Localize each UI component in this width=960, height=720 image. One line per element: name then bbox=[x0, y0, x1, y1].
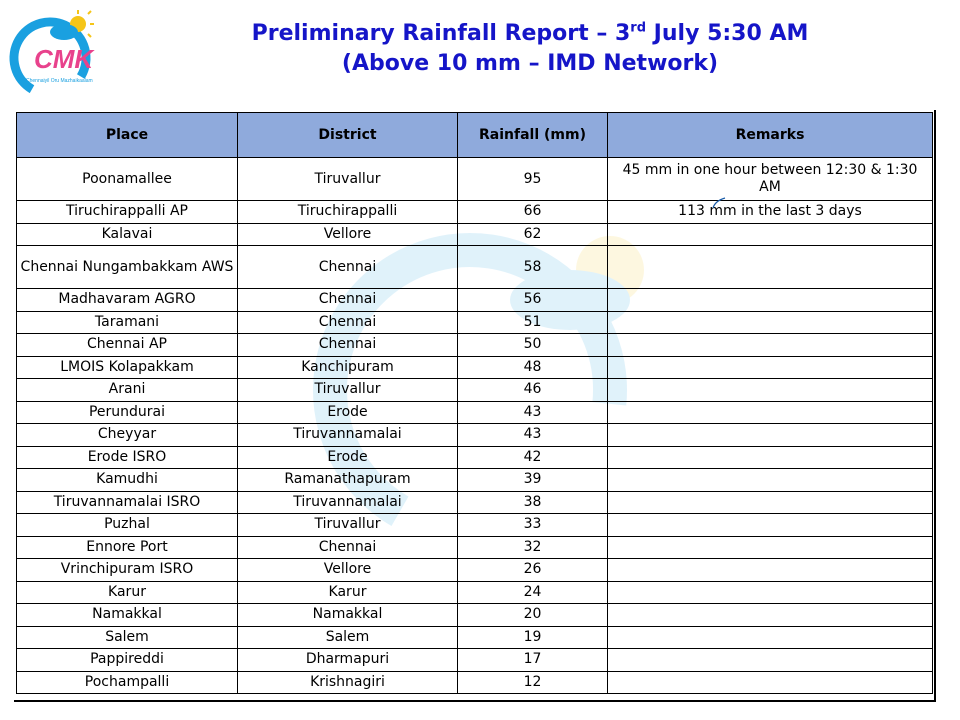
cell-rainfall: 48 bbox=[458, 356, 608, 379]
cell-district: Tiruvannamalai bbox=[238, 424, 458, 447]
logo-text: CMK bbox=[34, 44, 94, 74]
cell-remarks bbox=[608, 514, 933, 537]
cell-district: Krishnagiri bbox=[238, 671, 458, 694]
cell-place: Tiruchirappalli AP bbox=[17, 201, 238, 224]
table-row bbox=[17, 334, 933, 357]
cell-place: Poonamallee bbox=[17, 158, 238, 201]
table-row bbox=[17, 536, 933, 559]
cell-rainfall: 43 bbox=[458, 401, 608, 424]
cell-district: Chennai bbox=[238, 246, 458, 289]
cell-remarks bbox=[608, 469, 933, 492]
table-row bbox=[17, 246, 933, 289]
cell-rainfall: 20 bbox=[458, 604, 608, 627]
table-row bbox=[17, 223, 933, 246]
cell-place: Puzhal bbox=[17, 514, 238, 537]
cell-district: Tiruvallur bbox=[238, 379, 458, 402]
cell-district: Chennai bbox=[238, 289, 458, 312]
cell-place: Salem bbox=[17, 626, 238, 649]
cell-place: Pochampalli bbox=[17, 671, 238, 694]
cell-district: Chennai bbox=[238, 334, 458, 357]
cell-place: Kalavai bbox=[17, 223, 238, 246]
cell-place: Taramani bbox=[17, 311, 238, 334]
cell-rainfall: 43 bbox=[458, 424, 608, 447]
cell-place: Kamudhi bbox=[17, 469, 238, 492]
cell-place: LMOIS Kolapakkam bbox=[17, 356, 238, 379]
cell-remarks bbox=[608, 559, 933, 582]
cell-place: Chennai AP bbox=[17, 334, 238, 357]
cell-rainfall: 24 bbox=[458, 581, 608, 604]
cell-remarks bbox=[608, 379, 933, 402]
cell-district: Salem bbox=[238, 626, 458, 649]
cell-district: Dharmapuri bbox=[238, 649, 458, 672]
title-suffix: July 5:30 AM bbox=[646, 21, 809, 46]
cell-place: Arani bbox=[17, 379, 238, 402]
cell-rainfall: 12 bbox=[458, 671, 608, 694]
cell-rainfall: 38 bbox=[458, 491, 608, 514]
cell-place: Perundurai bbox=[17, 401, 238, 424]
table-row bbox=[17, 446, 933, 469]
cell-remarks bbox=[608, 424, 933, 447]
table-row bbox=[17, 581, 933, 604]
cell-remarks bbox=[608, 649, 933, 672]
cell-place: Vrinchipuram ISRO bbox=[17, 559, 238, 582]
pen-cursor-icon bbox=[712, 197, 726, 209]
table-row bbox=[17, 158, 933, 201]
cell-district: Tiruvannamalai bbox=[238, 491, 458, 514]
cell-rainfall: 66 bbox=[458, 201, 608, 224]
cell-place: Pappireddi bbox=[17, 649, 238, 672]
cell-district: Vellore bbox=[238, 223, 458, 246]
table-row bbox=[17, 649, 933, 672]
cell-place: Cheyyar bbox=[17, 424, 238, 447]
cell-place: Ennore Port bbox=[17, 536, 238, 559]
logo-caption: Chennaiyil Oru Mazhaikaalam bbox=[26, 78, 93, 84]
cell-place: Karur bbox=[17, 581, 238, 604]
cell-district: Tiruchirappalli bbox=[238, 201, 458, 224]
cell-rainfall: 33 bbox=[458, 514, 608, 537]
cell-remarks bbox=[608, 581, 933, 604]
table-row bbox=[17, 604, 933, 627]
cell-remarks bbox=[608, 334, 933, 357]
table-row bbox=[17, 424, 933, 447]
table-row bbox=[17, 379, 933, 402]
cell-remarks bbox=[608, 289, 933, 312]
report-title bbox=[150, 20, 910, 48]
cell-rainfall: 46 bbox=[458, 379, 608, 402]
cell-district: Ramanathapuram bbox=[238, 469, 458, 492]
table-row bbox=[17, 559, 933, 582]
cell-remarks bbox=[608, 401, 933, 424]
cell-place: Erode ISRO bbox=[17, 446, 238, 469]
cell-remarks bbox=[608, 356, 933, 379]
cell-remarks bbox=[608, 604, 933, 627]
cell-rainfall: 39 bbox=[458, 469, 608, 492]
table-row bbox=[17, 626, 933, 649]
cell-district: Vellore bbox=[238, 559, 458, 582]
cell-remarks: 113 mm in the last 3 days bbox=[608, 201, 933, 224]
cell-remarks bbox=[608, 491, 933, 514]
table-row bbox=[17, 401, 933, 424]
title-prefix: Preliminary Rainfall Report – 3 bbox=[251, 21, 631, 46]
table-row bbox=[17, 311, 933, 334]
cmk-logo bbox=[6, 6, 96, 116]
cell-remarks bbox=[608, 446, 933, 469]
cell-remarks bbox=[608, 223, 933, 246]
header-rainfall: Rainfall (mm) bbox=[458, 113, 608, 158]
table-row bbox=[17, 201, 933, 224]
cell-remarks bbox=[608, 536, 933, 559]
title-superscript: rd bbox=[630, 20, 647, 36]
cell-district: Erode bbox=[238, 401, 458, 424]
header-place: Place bbox=[17, 113, 238, 158]
cell-district: Namakkal bbox=[238, 604, 458, 627]
table-row bbox=[17, 469, 933, 492]
cell-district: Tiruvallur bbox=[238, 158, 458, 201]
cell-rainfall: 26 bbox=[458, 559, 608, 582]
table-row bbox=[17, 671, 933, 694]
cell-rainfall: 58 bbox=[458, 246, 608, 289]
cell-rainfall: 56 bbox=[458, 289, 608, 312]
table-row bbox=[17, 491, 933, 514]
cell-rainfall: 17 bbox=[458, 649, 608, 672]
table-header-row bbox=[17, 113, 933, 158]
cell-remarks bbox=[608, 246, 933, 289]
cell-remarks bbox=[608, 671, 933, 694]
cell-rainfall: 62 bbox=[458, 223, 608, 246]
report-subtitle: (Above 10 mm – IMD Network) bbox=[341, 51, 719, 76]
header-district: District bbox=[238, 113, 458, 158]
cell-place: Namakkal bbox=[17, 604, 238, 627]
cell-district: Kanchipuram bbox=[238, 356, 458, 379]
cell-rainfall: 50 bbox=[458, 334, 608, 357]
cell-district: Tiruvallur bbox=[238, 514, 458, 537]
cell-remarks: 45 mm in one hour between 12:30 & 1:30 AM bbox=[608, 158, 933, 201]
table-row bbox=[17, 514, 933, 537]
cell-rainfall: 19 bbox=[458, 626, 608, 649]
cell-district: Chennai bbox=[238, 311, 458, 334]
cell-remarks bbox=[608, 311, 933, 334]
cell-place: Tiruvannamalai ISRO bbox=[17, 491, 238, 514]
cell-rainfall: 51 bbox=[458, 311, 608, 334]
table-row bbox=[17, 289, 933, 312]
cell-place: Chennai Nungambakkam AWS bbox=[17, 246, 238, 289]
header-remarks: Remarks bbox=[608, 113, 933, 158]
cell-district: Karur bbox=[238, 581, 458, 604]
cell-remarks bbox=[608, 626, 933, 649]
table-row bbox=[17, 356, 933, 379]
cell-rainfall: 95 bbox=[458, 158, 608, 201]
cell-district: Chennai bbox=[238, 536, 458, 559]
cell-rainfall: 32 bbox=[458, 536, 608, 559]
cell-place: Madhavaram AGRO bbox=[17, 289, 238, 312]
cell-rainfall: 42 bbox=[458, 446, 608, 469]
cell-district: Erode bbox=[238, 446, 458, 469]
rainfall-table bbox=[16, 112, 933, 694]
